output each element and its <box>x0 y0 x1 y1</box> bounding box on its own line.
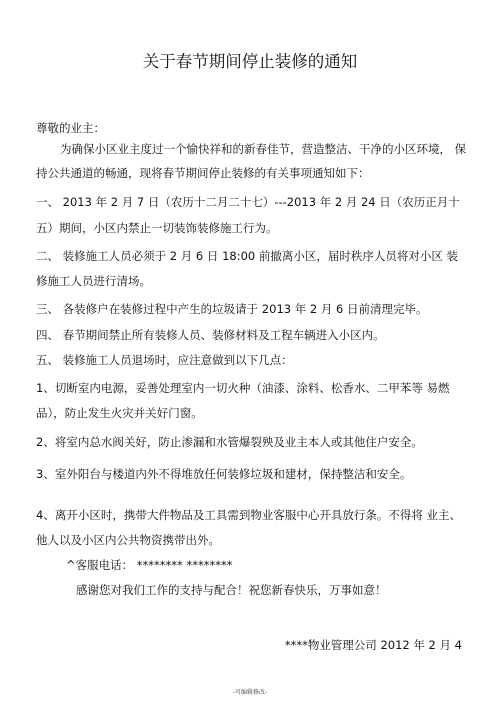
item-4: 四、 春节期间禁止所有装修人员、装修材料及工程车辆进入小区内。 <box>36 328 385 342</box>
signature: ****物业管理公司 2012 年 2 月 4 <box>284 638 462 652</box>
point-4-line-2: 他人以及小区内公共物资携带出外。 <box>36 533 220 547</box>
point-3: 3、室外阳台与楼道内外不得堆放任何装修垃圾和建材，保持整洁和安全。 <box>36 467 412 481</box>
item-1-line-2: 五）期间，小区内禁止一切装饰装修施工行为。 <box>36 221 278 235</box>
thanks-line: 感谢您对我们工作的支持与配合！祝您新春快乐，万事如意！ <box>76 583 387 597</box>
service-phone: ^客服电话： ******** ******** <box>66 558 233 572</box>
point-4-line-1: 4、离开小区时，携带大件物品及工具需到物业客服中心开具放行条。不得将 业主、 <box>36 508 461 522</box>
greeting: 尊敬的业主： <box>36 121 105 135</box>
item-1-line-1: 一、 2013 年 2 月 7 日（农历十二月二十七）---2013 年 2 月 24 日（农历正月十 <box>36 195 460 209</box>
item-2-line-2: 修施工人员进行清场。 <box>36 274 151 288</box>
point-1-line-1: 1、切断室内电源，妥善处理室内一切火种（油漆、涂料、松香水、二甲苯等 易燃 <box>36 381 450 395</box>
point-1-line-2: 品），防止发生火灾并关好门窗。 <box>36 406 203 420</box>
item-3: 三、 各装修户在装修过程中产生的垃圾请于 2013 年 2 月 6 日前清理完毕。 <box>36 302 428 316</box>
page-footer: -可编辑修改- <box>232 689 268 696</box>
item-5: 五、 装修施工人员退场时，应注意做到以下几点： <box>36 353 293 367</box>
intro-line-2: 持公共通道的畅通，现将春节期间停止装修的有关事项通知如下： <box>36 166 370 180</box>
item-2-line-1: 二、 装修施工人员必须于 2 月 6 日 18:00 前撤离小区，届时秩序人员将对小区 装 <box>36 249 459 263</box>
point-2: 2、将室内总水阀关好，防止渗漏和水管爆裂殃及业主本人或其他住户安全。 <box>36 435 423 449</box>
notice-title: 关于春节期间停止装修的通知 <box>142 52 358 71</box>
intro-line-1: 为确保小区业主度过一个愉快祥和的新春佳节，营造整洁、干净的小区环境， 保 <box>60 142 467 156</box>
